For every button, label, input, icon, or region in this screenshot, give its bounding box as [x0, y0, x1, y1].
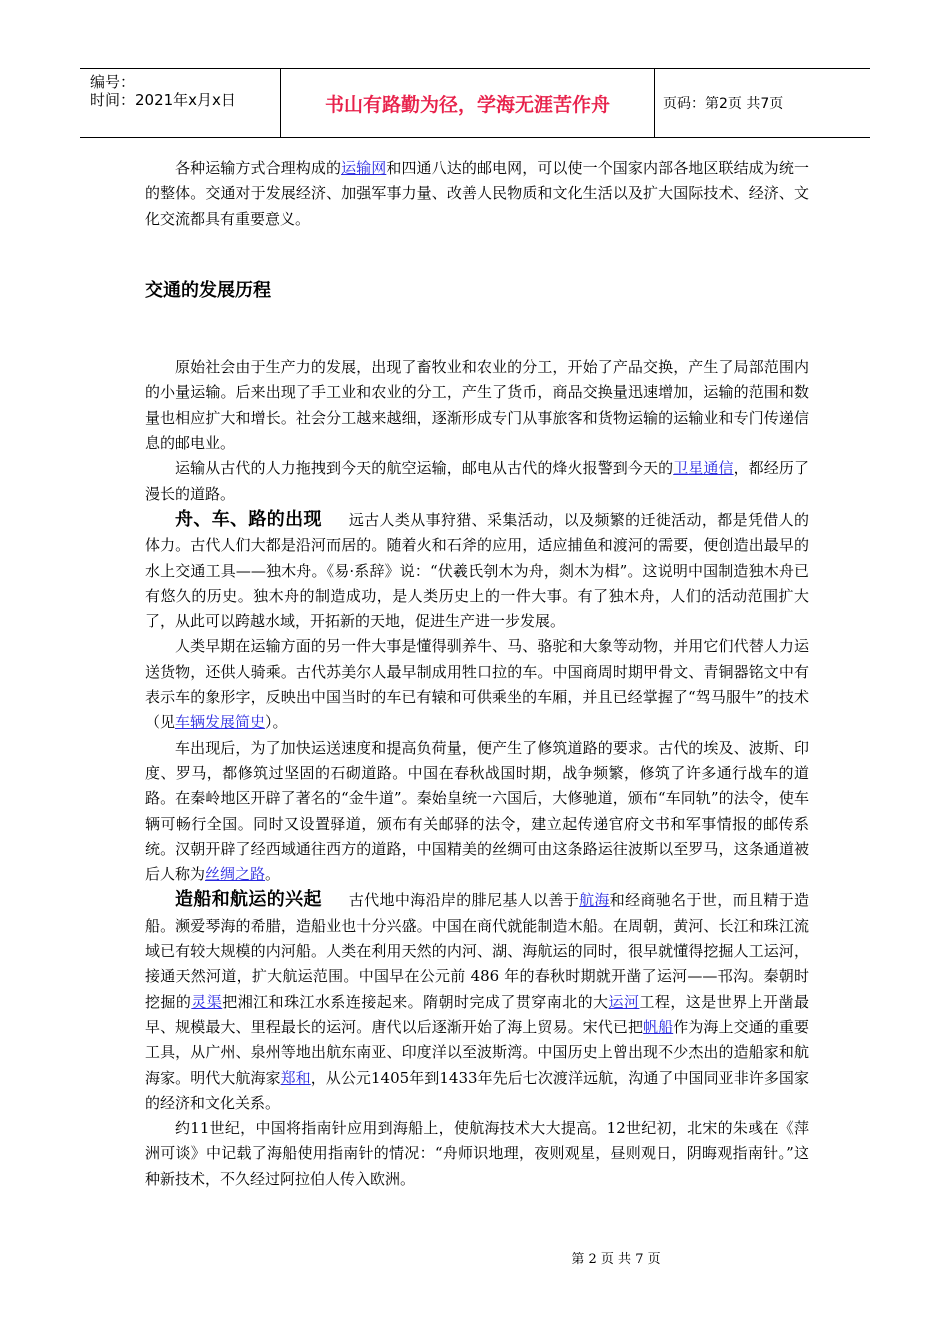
text-run: ，从公元1405年到1433年先后七次渡洋远航，沟通了中国同亚非许多国家的经济和文化关系。 — [145, 1068, 809, 1112]
link-sailing-ship[interactable]: 帆船 — [643, 1017, 674, 1036]
text-run: 作为海上交通的重要工具，从广州、泉州等地出航东南亚、印度洋以至波斯湾。中国历史上曾出现不少杰出的造船家和航海家。明代大航海家 — [145, 1017, 809, 1087]
text-run: 和经商驰名于世，而且精于造船。濒爱琴海的希腊，造船业也十分兴盛。中国在商代就能制造木船。在周朝，黄河、长江和珠江流域已有较大规模的内河船。人类在利用天然的内河、湖、海航运的同时，很早就懂得挖掘人工运河，接通天然河道，扩大航运范围。中国早在公元前 486 年的春秋时期就开凿了运河——邗沟。秦朝时挖掘的 — [145, 891, 809, 1011]
paragraph-roads — [145, 736, 809, 888]
text-run: 车出现后，为了加快运送速度和提高负荷量，便产生了修筑道路的要求。古代的埃及、波斯、印度、罗马，都修筑过坚固的石砌道路。中国在春秋战国时期，战争频繁，修筑了许多通行战车的道路。在秦岭地区开辟了著名的“金牛道”。秦始皇统一六国后，大修驰道，颁布“车同轨”的法令，使车辆可畅行全国。同时又设置驿道，颁布有关邮驿的法令，建立起传递官府文书和军事情报的邮传系统。汉朝开辟了经西域通往西方的道路，中国精美的丝绸可由这条路运往波斯以至罗马，这条通道被后人称为 — [145, 738, 809, 884]
paragraph-evolution — [145, 456, 809, 507]
link-transport-network[interactable]: 运输网 — [341, 159, 387, 177]
paragraph-compass: 约11世纪，中国将指南针应用到海船上，使航海技术大大提高。12世纪初，北宋的朱彧在《萍洲可谈》中记载了海船使用指南针的情况：“舟师识地理，夜则观星，昼则观日，阴晦观指南针。”这种新技术，不久经过阿拉伯人传入欧洲。 — [145, 1119, 809, 1188]
link-navigation[interactable]: 航海 — [579, 891, 610, 910]
page-header — [80, 68, 870, 138]
text-run: 把湘江和珠江水系连接起来。隋朝时完成了贯穿南北的大 — [222, 992, 609, 1011]
document-body — [145, 156, 809, 1192]
paragraph-shipbuilding — [145, 887, 809, 1116]
text-run: 和四通八达的邮电网，可以使一个国家内部各地区联结成为统一的整体。交通对于发展经济、加强军事力量、改善人民物质和文化生活以及扩大国际技术、经济、文化交流都具有重要意义。 — [145, 159, 809, 228]
link-satellite-communication[interactable]: 卫星通信 — [673, 459, 734, 478]
link-lingqu-canal[interactable]: 灵渠 — [191, 992, 223, 1011]
paragraph-animals — [145, 634, 809, 735]
link-silk-road[interactable]: 丝绸之路 — [205, 865, 266, 884]
subsection-heading: 舟、车、路的出现 — [175, 508, 322, 530]
paragraph-boat-cart-road — [145, 507, 809, 634]
text-run: 工程，这是世界上开凿最早、规模最大、里程最长的运河。唐代以后逐渐开始了海上贸易。宋代已把 — [145, 992, 809, 1036]
link-zheng-he[interactable]: 郑和 — [280, 1068, 311, 1087]
serial-label: 编号： — [90, 73, 136, 91]
text-run: 人类早期在运输方面的另一件大事是懂得驯养牛、马、骆驼和大象等动物，并用它们代替人力运送货物，还供人骑乘。古代苏美尔人最早制成用牲口拉的车。中国商周时期甲骨文、青铜器铭文中有表示车的象形字，反映出中国当时的车已有辕和可供乘坐的车厢，并且已经掌握了“驾马服牛”的技术（见 — [145, 637, 809, 732]
text-run: 运输从古代的人力拖拽到今天的航空运输，邮电从古代的烽火报警到今天的 — [175, 459, 674, 478]
text-run: 远古人类从事狩猎、采集活动，以及频繁的迁徙活动，都是凭借人的体力。古代人们大都是沿河而居的。随着火和石斧的应用，适应捕鱼和渡河的需要，便创造出最早的水上交通工具——独木舟。《易·系辞》说：“伏羲氏刳木为舟，剡木为楫”。这说明中国制造独木舟已有悠久的历史。独木舟的制造成功，是人类历史上的一件大事。有了独木舟，人们的活动范围扩大了，从此可以跨越水域，开拓新的天地，促进生产进一步发展。 — [145, 510, 809, 631]
page-footer: 第 2 页 共 7 页 — [571, 1252, 661, 1267]
text-run: 各种运输方式合理构成的 — [175, 159, 342, 177]
subsection-heading: 造船和航运的兴起 — [175, 889, 322, 911]
link-vehicle-history[interactable]: 车辆发展简史 — [175, 713, 266, 732]
text-run: 。 — [265, 865, 281, 884]
date-label: 时间：2021年x月x日 — [90, 91, 236, 109]
section-title: 交通的发展历程 — [145, 279, 271, 301]
text-run: ）。 — [265, 713, 288, 732]
text-run: ，都经历了漫长的道路。 — [145, 459, 809, 503]
header-page-label: 页码：第2页 共7页 — [663, 96, 784, 112]
link-canal[interactable]: 运河 — [608, 992, 640, 1011]
paragraph-intro — [145, 156, 809, 232]
text-run: 古代地中海沿岸的腓尼基人以善于 — [348, 891, 580, 910]
paragraph-origin: 原始社会由于生产力的发展，出现了畜牧业和农业的分工，开始了产品交换，产生了局部范围内的小量运输。后来出现了手工业和农业的分工，产生了货币，商品交换量迅速增加，运输的范围和数量也相应扩大和增长。社会分工越来越细，逐渐形成专门从事旅客和货物运输的运输业和专门传递信息的邮电业。 — [145, 358, 809, 453]
header-left-cell — [80, 69, 281, 137]
header-motto: 书山有路勤为径，学海无涯苦作舟 — [281, 69, 655, 137]
